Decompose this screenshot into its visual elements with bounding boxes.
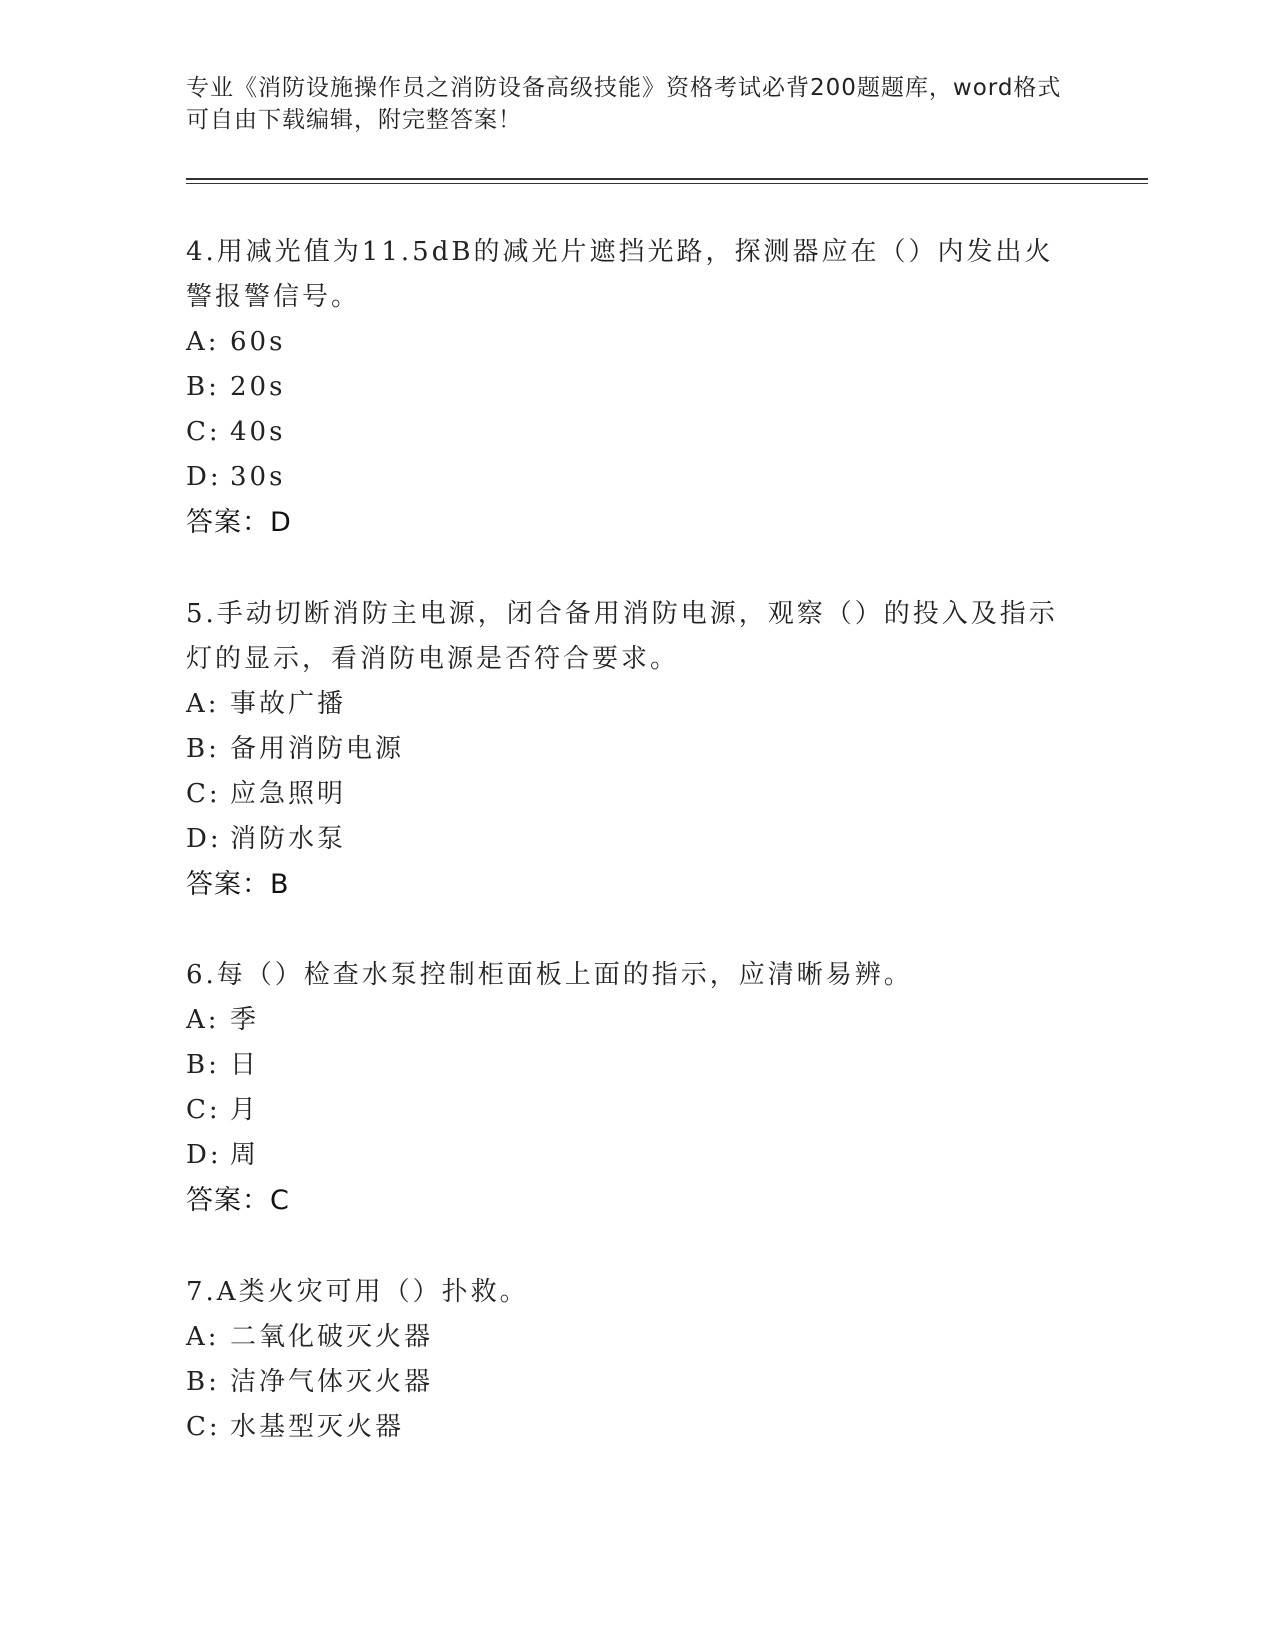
option-key: D: <box>186 462 222 492</box>
option-text: 季 <box>230 1005 260 1035</box>
option-text: 20s <box>230 372 286 402</box>
option-text: 周 <box>230 1140 260 1170</box>
option-c <box>186 410 1066 455</box>
document-header: 专业《消防设施操作员之消防设备高级技能》资格考试必背200题题库，word格式可自由下载编辑，附完整答案！ <box>186 75 1062 133</box>
question-4 <box>186 230 1066 545</box>
option-text: 应急照明 <box>230 779 347 809</box>
option-key: D: <box>186 824 222 854</box>
option-a <box>186 320 1066 365</box>
option-text: 月 <box>230 1095 260 1125</box>
option-key: C: <box>186 1095 221 1125</box>
option-key: D: <box>186 1140 222 1170</box>
header-rule-thin <box>186 183 1148 184</box>
option-text: 日 <box>230 1050 260 1080</box>
answer-line: 答案：D <box>186 507 292 538</box>
option-text: 消防水泵 <box>230 824 347 854</box>
option-key: C: <box>186 1412 221 1442</box>
option-text: 60s <box>230 327 286 357</box>
option-text: 备用消防电源 <box>230 734 405 764</box>
option-text: 40s <box>230 417 286 447</box>
option-text: 30s <box>230 462 286 492</box>
option-key: B: <box>186 1050 220 1080</box>
option-key: A: <box>186 1322 220 1352</box>
option-text: 水基型灭火器 <box>230 1412 405 1442</box>
option-b <box>186 1360 1066 1405</box>
option-b <box>186 1043 1066 1088</box>
option-text: 事故广播 <box>230 689 347 719</box>
option-b <box>186 365 1066 410</box>
option-c <box>186 1088 1066 1133</box>
option-key: C: <box>186 417 221 447</box>
answer-line: 答案：B <box>186 869 290 900</box>
question-7 <box>186 1270 1066 1450</box>
answer-line: 答案：C <box>186 1185 290 1216</box>
option-a <box>186 1315 1066 1360</box>
option-d <box>186 817 1066 862</box>
option-b <box>186 727 1066 772</box>
question-stem: 7.A类火灾可用（）扑救。 <box>186 1277 529 1307</box>
option-key: C: <box>186 779 221 809</box>
question-stem: 5.手动切断消防主电源，闭合备用消防电源，观察（）的投入及指示灯的显示，看消防电源是否符合要求。 <box>186 599 1058 674</box>
option-text: 二氧化破灭火器 <box>230 1322 434 1352</box>
option-c <box>186 1405 1066 1450</box>
option-c <box>186 772 1066 817</box>
option-key: A: <box>186 327 220 357</box>
option-d <box>186 455 1066 500</box>
option-key: A: <box>186 1005 220 1035</box>
question-6 <box>186 953 1066 1223</box>
option-a <box>186 682 1066 727</box>
option-key: B: <box>186 1367 220 1397</box>
option-key: B: <box>186 372 220 402</box>
header-rule-thick <box>186 178 1148 180</box>
option-key: A: <box>186 689 220 719</box>
option-key: B: <box>186 734 220 764</box>
option-d <box>186 1133 1066 1178</box>
question-stem: 6.每（）检查水泵控制柜面板上面的指示，应清晰易辨。 <box>186 960 913 990</box>
question-stem: 4.用减光值为11.5dB的减光片遮挡光路，探测器应在（）内发出火警报警信号。 <box>186 237 1054 312</box>
option-a <box>186 998 1066 1043</box>
option-text: 洁净气体灭火器 <box>230 1367 434 1397</box>
question-5 <box>186 592 1066 907</box>
